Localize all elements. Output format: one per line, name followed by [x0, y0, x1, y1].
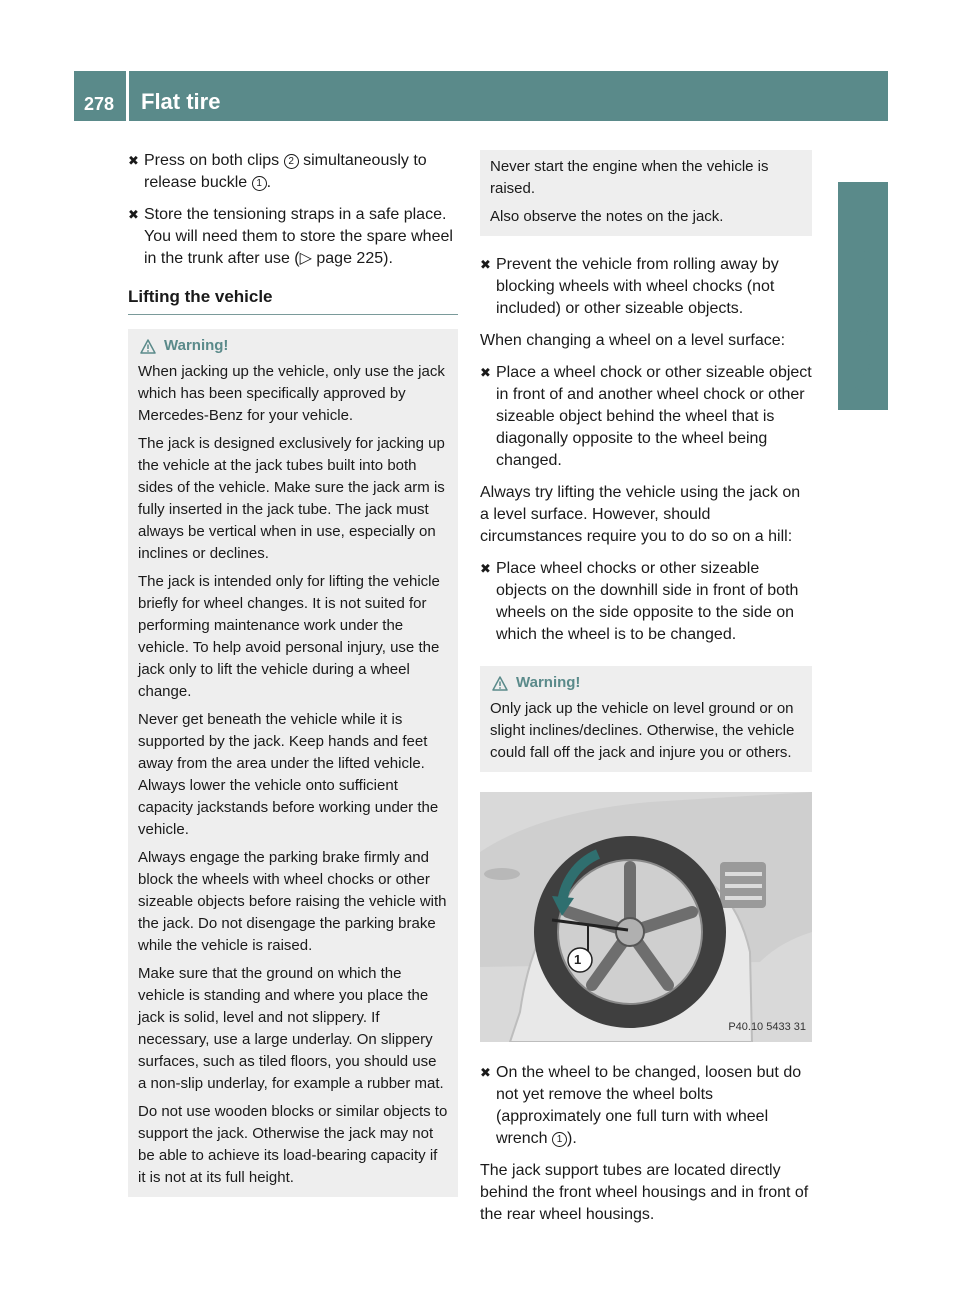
- step-text: Place wheel chocks or other sizeable objects on the downhill side in front of both wheels on the side opposite to the side on which the wheel is to be changed.: [496, 560, 799, 643]
- warning-paragraph: When jacking up the vehicle, only use the jack which has been specifically approved by Mercedes-Benz for your vehicle.: [138, 363, 445, 424]
- wheel-illustration: [480, 792, 812, 1042]
- warning-paragraph: Always engage the parking brake firmly and block the wheels with wheel chocks or other sizeable objects before raising the vehicle with the jack. Do not disengage the parking brake while the vehicle is raised.: [138, 849, 447, 954]
- warning-box: [480, 666, 812, 772]
- figure-callout: 1: [574, 952, 582, 967]
- figure-code: P40.10 5433 31: [728, 1021, 806, 1033]
- warning-icon: [140, 339, 156, 354]
- step-text: Press on both clips: [144, 152, 284, 169]
- step-arrow-icon: ✖: [480, 1065, 491, 1080]
- step-store-straps: [128, 204, 458, 270]
- warning-heading: [490, 672, 802, 694]
- step-release-buckle: [128, 150, 458, 194]
- warning-paragraph: Never get beneath the vehicle while it is supported by the jack. Keep hands and feet away from the area under the lifted vehicle. Always lower the vehicle onto sufficient capacity jackstands before working under the vehicle.: [138, 711, 439, 838]
- step-text: .: [266, 174, 272, 191]
- step-hill: [480, 558, 812, 646]
- step-prevent-rolling: [480, 254, 812, 320]
- right-column: [480, 150, 812, 1236]
- callout-marker: 1: [252, 176, 267, 191]
- section-title: Lifting the vehicle: [128, 286, 458, 315]
- warning-paragraph: Do not use wooden blocks or similar objects to support the jack. Otherwise the jack may not be able to achieve its load-bearing capacity if it is not at its full height.: [138, 1103, 448, 1186]
- step-level-surface: [480, 362, 812, 472]
- note-box: [480, 150, 812, 236]
- step-text: On the wheel to be changed, loosen but do not yet remove the wheel bolts (approximately one full turn with wheel wrench: [496, 1064, 802, 1147]
- warning-icon: [492, 676, 508, 691]
- left-column: [128, 150, 458, 1197]
- step-text: ).: [567, 1130, 577, 1147]
- closing-paragraph: The jack support tubes are located directly behind the front wheel housings and in front of the rear wheel housings.: [480, 1162, 809, 1223]
- callout-marker: 1: [552, 1132, 567, 1147]
- warning-paragraph: Make sure that the ground on which the vehicle is standing and where you place the jack is solid, level and not slippery. If necessary, use a large underlay. On slippery surfaces, such as tiled floors, you should use a non-slip underlay, for example a rubber mat.: [138, 965, 444, 1092]
- step-arrow-icon: ✖: [480, 561, 491, 576]
- step-arrow-icon: ✖: [128, 153, 139, 168]
- step-text[interactable]: Store the tensioning straps in a safe place. You will need them to store the spare wheel in the trunk after use (▷ page 225).: [144, 206, 453, 267]
- section-side-label: Practical hints: [850, 249, 875, 400]
- hill-intro: Always try lifting the vehicle using the jack on a level surface. However, should circumstances require you to do so on a hill:: [480, 484, 801, 545]
- note-paragraph: Also observe the notes on the jack.: [490, 208, 724, 225]
- warning-paragraph: Only jack up the vehicle on level ground or on slight inclines/declines. Otherwise, the vehicle could fall off the jack and injure you or others.: [490, 700, 795, 761]
- note-paragraph: Never start the engine when the vehicle is raised.: [490, 158, 769, 197]
- wheel-drawing: [480, 792, 812, 1042]
- warning-heading: [138, 335, 448, 357]
- step-text: Prevent the vehicle from rolling away by blocking wheels with wheel chocks (not included) or other sizeable objects.: [496, 256, 779, 317]
- header-separator: [126, 71, 129, 121]
- step-arrow-icon: ✖: [128, 207, 139, 222]
- step-loosen-bolts: [480, 1062, 812, 1150]
- step-arrow-icon: ✖: [480, 365, 491, 380]
- step-arrow-icon: ✖: [480, 257, 491, 272]
- step-text: simultaneously to release buckle: [144, 152, 427, 191]
- level-intro: When changing a wheel on a level surface:: [480, 332, 786, 349]
- warning-paragraph: The jack is designed exclusively for jacking up the vehicle at the jack tubes built into both sides of the vehicle. Make sure the jack arm is fully inserted in the jack tube. The jack must always be vertical when in use, especially on inclines or declines.: [138, 435, 445, 562]
- warning-heading-text: Warning!: [164, 337, 229, 354]
- step-text: Place a wheel chock or other sizeable object in front of and another wheel chock or other sizeable object behind the wheel that is diagonally opposite to the wheel being changed.: [496, 364, 812, 469]
- page-number: 278: [84, 94, 115, 114]
- warning-heading-text: Warning!: [516, 674, 581, 691]
- page-number-box: [74, 71, 126, 121]
- page-title: Flat tire: [141, 89, 221, 114]
- callout-marker: 2: [284, 154, 299, 169]
- warning-box: [128, 329, 458, 1197]
- warning-paragraph: The jack is intended only for lifting the vehicle briefly for wheel changes. It is not suited for performing maintenance work under the vehicle. To help avoid personal injury, use the jack only to lift the vehicle during a wheel change.: [138, 573, 440, 700]
